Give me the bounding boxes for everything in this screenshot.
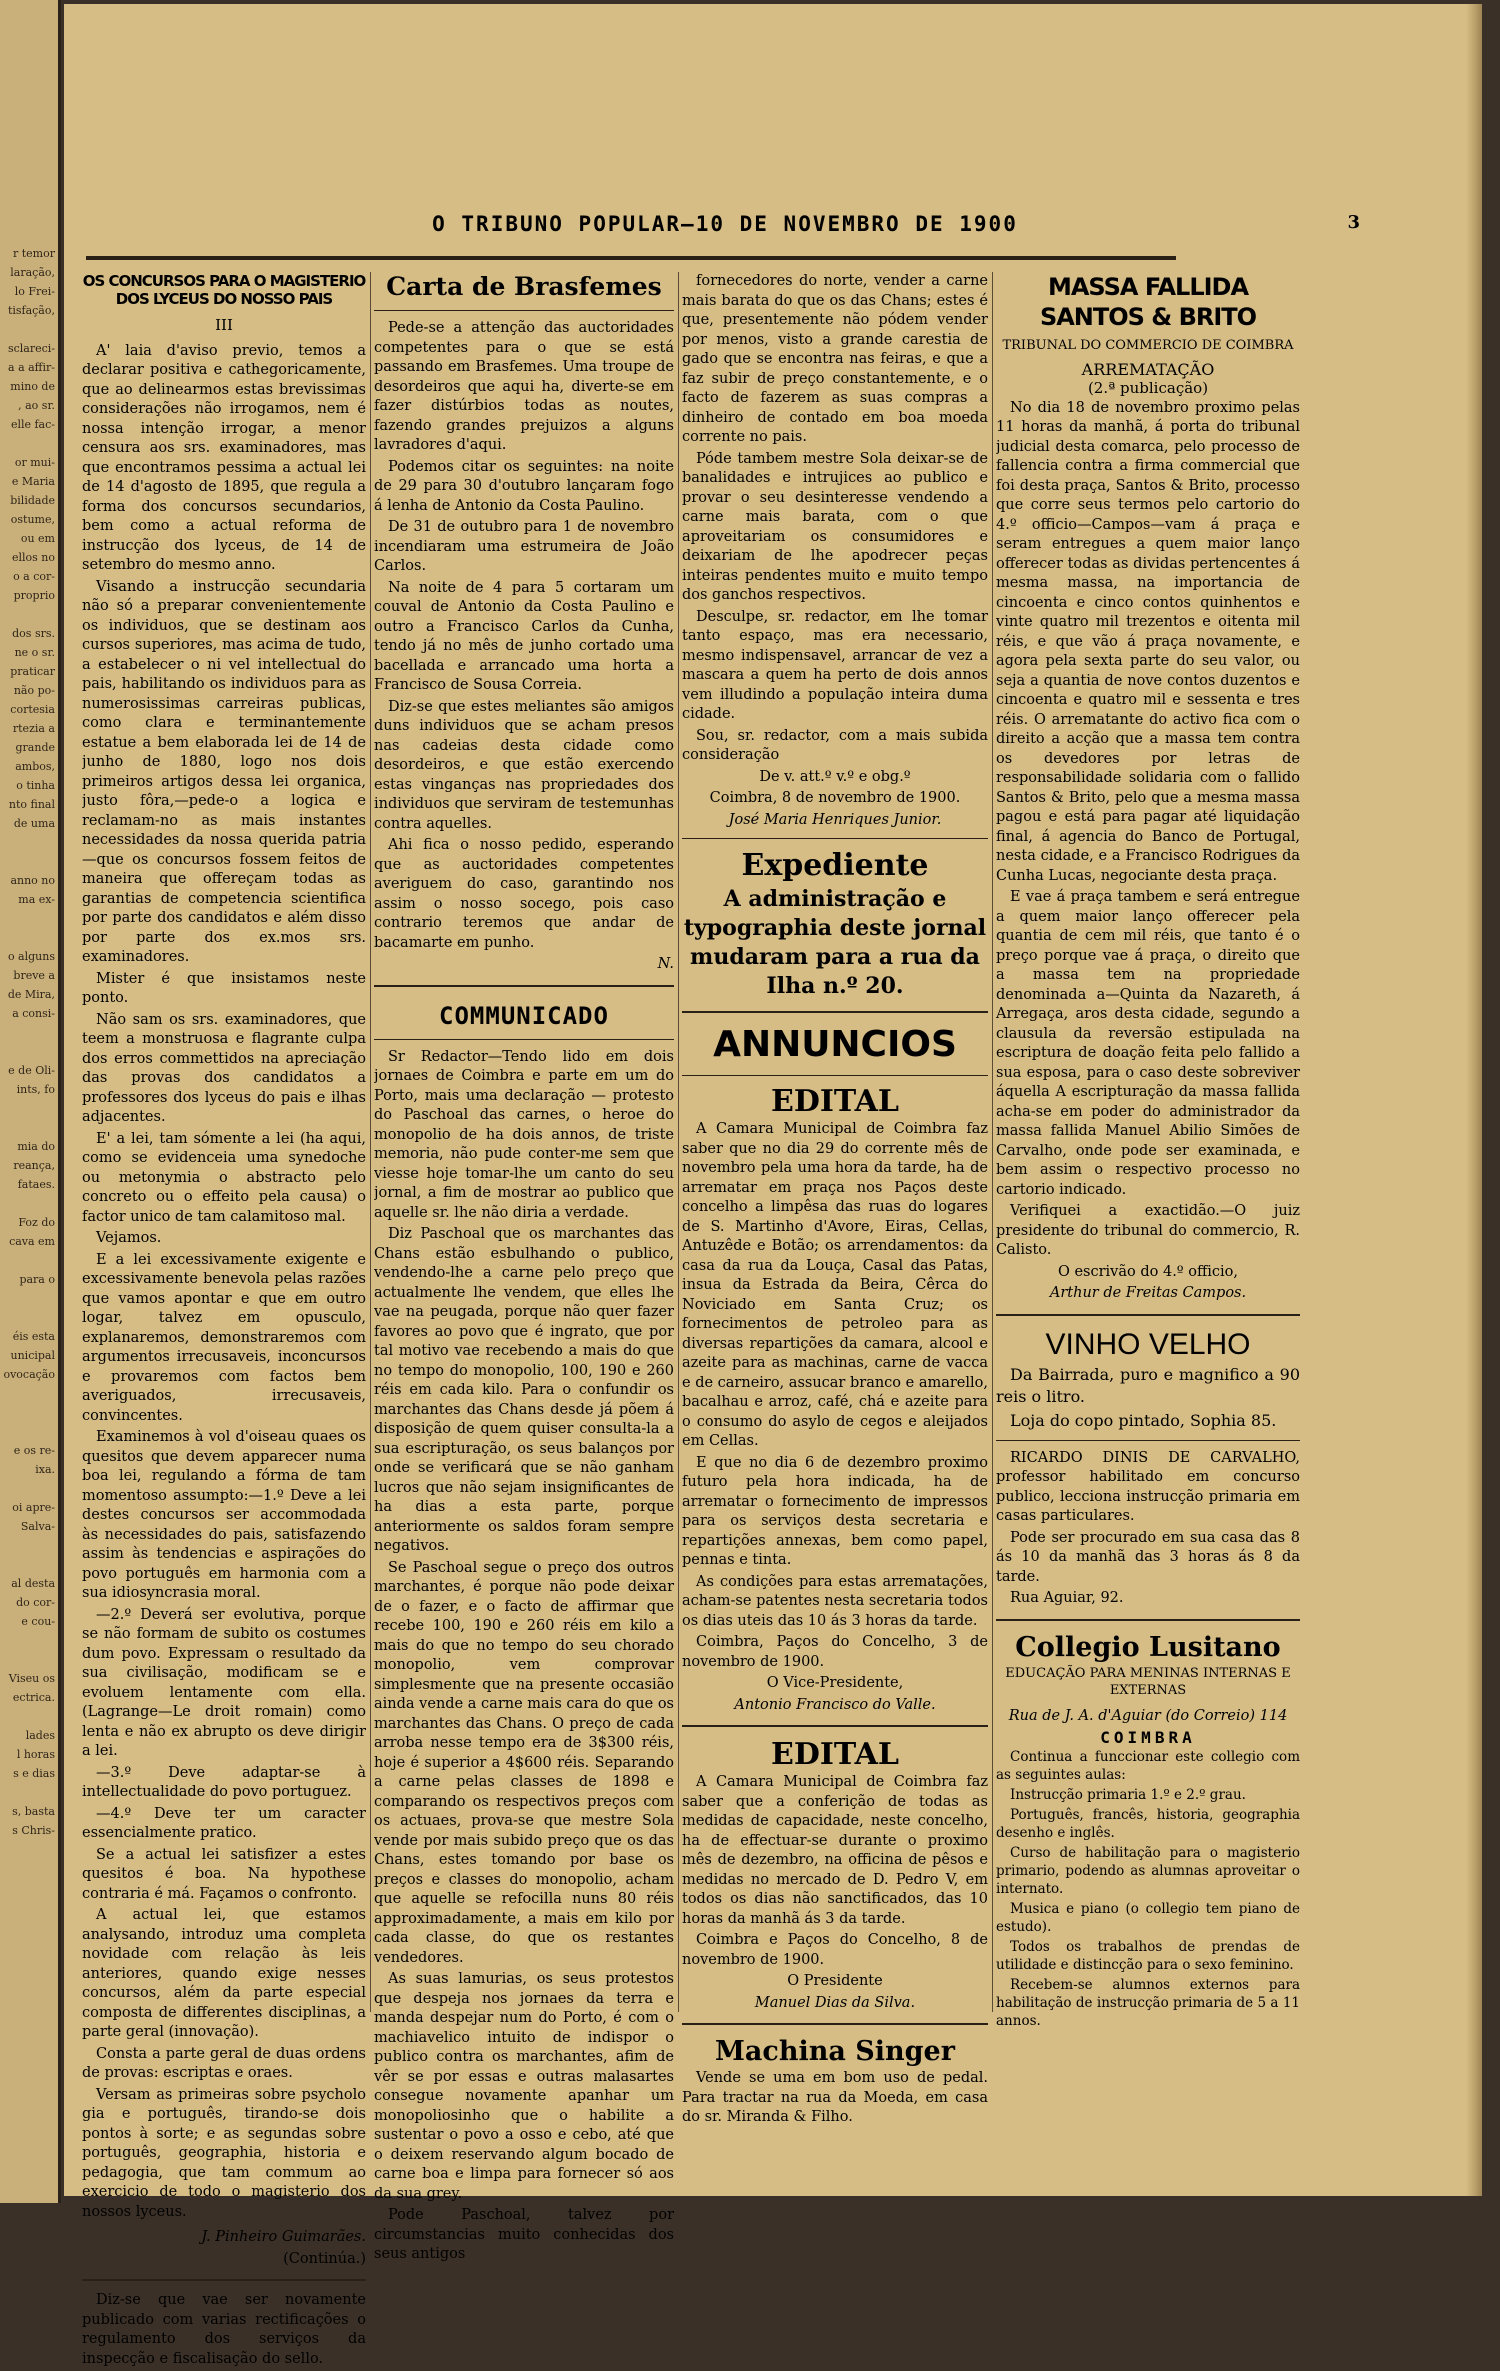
paragraph: Desculpe, sr. redactor, em lhe tomar tanto espaço, mas era necessario, mesmo indispensavel, arrancar de vez a mascara a quem ha perto de dois annos vem illudindo a população inteira duma cidade. xyxy=(682,608,988,722)
sello-note: Diz-se que vae ser novamente publicado com varias rectificações o regulamento dos serviços da inspecção e fiscalisação do sello. xyxy=(82,2292,366,2367)
section-rule xyxy=(374,985,674,987)
publicacao-label: (2.ª publicação) xyxy=(1087,379,1209,397)
page-edge-shadow xyxy=(1466,4,1482,2196)
stub-line: reança, xyxy=(13,1159,55,1172)
paragraph: Todos os trabalhos de prendas de utilidade e distincção para o sexo feminino. xyxy=(996,1938,1300,1973)
stub-line xyxy=(0,1403,58,1422)
paragraph: Pode ser procurado em sua casa das 8 ás 10 da manhã das 3 horas ás 8 da tarde. xyxy=(996,1529,1300,1585)
stub-line: e os re- xyxy=(13,1444,55,1457)
section-rule xyxy=(996,1619,1300,1621)
column-divider xyxy=(370,272,371,2012)
massa-fallida-heading: MASSA FALLIDA SANTOS & BRITO xyxy=(1039,273,1257,331)
singer-heading: Machina Singer xyxy=(715,2036,955,2067)
stub-line xyxy=(0,1555,58,1574)
stub-line xyxy=(0,1023,58,1042)
stub-line: r temor xyxy=(13,247,55,260)
collegio-subheading: EDUCAÇÃO PARA MENINAS INTERNAS E EXTERNAS xyxy=(1005,1665,1291,1698)
escrivao-role: O escrivão do 4.º officio, xyxy=(1057,1263,1239,1280)
paragraph: Póde tambem mestre Sola deixar-se de banalidades e intrujices ao publico e provar o seu desinteresse vendendo a carne mais barata, com o que aproveitariam os consumidores e deixariam de lhe apodrecer peças inteiras pendentes muito e muito tempo dos ganchos respectivos. xyxy=(682,450,988,603)
paragraph: A Camara Municipal de Coimbra faz saber que a conferição de todas as medidas de capacidade, neste concelho, ha de effectuar-se durante o proximo mês de dezembro, na officina de pêsos e medidas no mercado de D. Pedro V, em todos os dias não sanctificados, das 10 horas da manhã ás 3 da tarde. xyxy=(682,1774,988,1927)
heading-rule xyxy=(374,1039,674,1040)
stub-line: ma ex- xyxy=(18,893,55,906)
paragraph: Mister é que insistamos neste ponto. xyxy=(82,970,366,1006)
section-rule xyxy=(682,1075,988,1076)
paragraph: Na noite de 4 para 5 cortaram um couval de Antonio da Costa Paulino e outro a Francisco Carlos da Cunha, tendo já no mês de junho cortado uma bacellada e arrancado uma horta a Francisco de Sousa Correia. xyxy=(374,579,674,693)
paragraph: Pede-se a attenção das auctoridades competentes para o que se está passando em Brasfemes. Uma troupe de desordeiros que aqui ha, diverte-se em fazer distúrbios todas as noutes, fazendo grandes prejuizos a alguns lavradores d'aqui. xyxy=(374,320,674,453)
paragraph: Verifiquei a exactidão.—O juiz presidente do tribunal do commercio, R. Calisto. xyxy=(996,1203,1300,1258)
section-rule xyxy=(996,1314,1300,1316)
stub-line xyxy=(0,833,58,852)
communicado-signature: José Maria Henriques Junior. xyxy=(728,811,942,828)
stub-line: de uma xyxy=(13,817,55,830)
stub-line: al desta xyxy=(11,1577,55,1590)
stub-line xyxy=(0,1650,58,1669)
paragraph: —3.º Deve adaptar-se à intellectualidade do povo portuguez. xyxy=(82,1764,366,1800)
paragraph: Português, francês, historia, geographia desenho e inglês. xyxy=(996,1806,1300,1841)
page-number: 3 xyxy=(1347,212,1360,233)
brasfemes-signature: N. xyxy=(657,956,674,972)
section-rule xyxy=(682,2023,988,2025)
stub-line xyxy=(0,1042,58,1061)
paragraph: Se a actual lei satisfizer a estes quesitos é boa. Na hypothese contraria é má. Façamos o confronto. xyxy=(82,1846,366,1902)
paragraph: Coimbra, Paços do Concelho, 3 de novembro de 1900. xyxy=(682,1634,988,1670)
paragraph: As condições para estas arrematações, acham-se patentes nesta secretaria todos os dias uteis das 10 ás 3 horas da tarde. xyxy=(682,1573,988,1629)
vinho-velho-heading: VINHO VELHO xyxy=(1045,1327,1251,1361)
page-header xyxy=(210,212,1360,238)
stub-line: ostume, xyxy=(10,513,55,526)
paragraph: Sr Redactor—Tendo lido em dois jornaes de Coimbra e parte em um do Porto, mais uma declaração — protesto do Paschoal das carnes, o heroe do monopolio de ha dois annos, de triste memoria, não pude conter-me sem que viesse hoje tomar-lhe um canto do seu jornal, a fim de mostrar ao publico que aquelle sr. lhe não diria a verdade. xyxy=(374,1048,674,1221)
paragraph: Examinemos à vol d'oiseau quaes os quesitos que devem apparecer numa boa lei, regulando a fórma de tam momentoso assumpto:—1.º Deve a lei destes concursos ser accommodada às necessidades do pais, satisfazendo assim às tendencias e aspirações do povo português em harmonia com a sua idiosyncrasia moral. xyxy=(82,1429,366,1601)
stub-line: ectrica. xyxy=(12,1691,55,1704)
stub-line: elle fac- xyxy=(10,418,55,431)
edital-2-signature: Manuel Dias da Silva. xyxy=(754,1994,916,2011)
stub-line xyxy=(0,1251,58,1270)
collegio-city: COIMBRA xyxy=(1100,1728,1196,1747)
stub-line: a consi- xyxy=(12,1007,55,1020)
stub-line: Viseu os xyxy=(8,1672,55,1685)
section-rule xyxy=(996,1440,1300,1441)
stub-line: ixa. xyxy=(35,1463,55,1476)
paragraph: Ahi fica o nosso pedido, esperando que as auctoridades competentes averiguem do caso, garantindo nos assim o nosso socego, pois caso contrario teremos que andar de bacamarte em punho. xyxy=(374,837,674,951)
stub-line: a a affir- xyxy=(8,361,55,374)
paragraph: Consta a parte geral de duas ordens de provas: escriptas e oraes. xyxy=(82,2045,366,2081)
stub-line: mino de xyxy=(10,380,55,393)
paragraph: Coimbra e Paços do Concelho, 8 de novembro de 1900. xyxy=(682,1932,988,1968)
stub-line: de Mira, xyxy=(7,988,55,1001)
stub-line: rtezia a xyxy=(12,722,55,735)
stub-line: mia do xyxy=(17,1140,55,1153)
stub-line: e de Oli- xyxy=(8,1064,55,1077)
stub-line: breve a xyxy=(13,969,55,982)
paragraph: Sou, sr. redactor, com a mais subida consideração xyxy=(682,727,988,763)
paragraph: Se Paschoal segue o preço dos outros marchantes, é porque não pode deixar de o fazer, e o facto de affirmar que recebe 100, 190 e 260 réis em kilo a mais do que no tempo do seu chorado monopolio, vem comprovar simplesmente que na presente occasião ainda vende a carne mais cara do que os marchantes das Chans. O preço de cada arroba nesse tempo era de 3$300 réis, hoje é superior a 4$600 réis. Separando a carne pelas classes de 1898 e comparando os respectivos preços com os actuaes, prova-se que mestre Sola vende por mais subido preço que os das Chans, estes tomando por base os preços e classes do monopolio, acham que aquelle se refocilla nuns 80 réis approximadamente, a mais em kilo por cada classe, do que os restantes vendedores. xyxy=(374,1559,674,1966)
paragraph: A' laia d'aviso previo, temos a declarar positiva e cathegoricamente, que ao delinearmos estas brevissimas considerações não irrogamos, nem é nossa intenção irrogar, a menor censura aos srs. examinadores, mas que encontramos pessima a actual lei de 14 d'agosto de 1895, que regula a forma dos concursos secundarios, bem como a actual reforma de instrucção dos lyceus, de 14 de setembro do mesmo anno. xyxy=(82,342,366,573)
paragraph: Pode Paschoal, talvez por circumstancias muito conhecidas dos seus antigos xyxy=(374,2207,674,2262)
stub-line: o tinha xyxy=(16,779,55,792)
stub-line xyxy=(0,1118,58,1137)
stub-line xyxy=(0,1479,58,1498)
stub-line: s, basta xyxy=(12,1805,55,1818)
stub-line: ovocação xyxy=(3,1368,55,1381)
stub-line: or mui- xyxy=(14,456,55,469)
ricardo-address: Rua Aguiar, 92. xyxy=(1010,1590,1124,1606)
stub-line xyxy=(0,1536,58,1555)
stub-line xyxy=(0,1783,58,1802)
stub-line: proprio xyxy=(13,589,55,602)
continua-note: (Continúa.) xyxy=(283,2250,366,2267)
stub-line: não po- xyxy=(13,684,55,697)
paragraph: Continua a funccionar este collegio com as seguintes aulas: xyxy=(996,1748,1300,1783)
paragraph: —2.º Deverá ser evolutiva, porque se não formam de subito os costumes dum povo. Expressam o resultado da sua civilisação, modificam se e evoluem lentamente com ella. (Lagrange—Le droit romain) como lenta e não ex abrupto os deve dirigir a lei. xyxy=(82,1606,366,1759)
edital-1-role: O Vice-Presidente, xyxy=(766,1675,904,1691)
paragraph: Podemos citar os seguintes: na noite de 29 para 30 d'outubro lançaram fogo á lenha de Antonio da Costa Paulino. xyxy=(374,458,674,514)
stub-line: do cor- xyxy=(16,1596,55,1609)
paragraph: —4.º Deve ter um caracter essencialmente pratico. xyxy=(82,1805,366,1841)
closing-formula: De v. att.º v.º e obg.º xyxy=(759,768,911,785)
stub-line: nto final xyxy=(8,798,55,811)
edital-1-signature: Antonio Francisco do Valle. xyxy=(734,1696,936,1713)
column-1 xyxy=(82,272,366,2371)
paragraph: E que no dia 6 de dezembro proximo futuro pela hora indicada, ha de arrematar o fornecimento de impressos para os serviços desta secretaria e repartições annexas, bem como papel, pennas e tinta. xyxy=(682,1454,988,1568)
paragraph: Diz Paschoal que os marchantes das Chans estão esbulhando o publico, vendendo-lhe a carne pelo preço que actualmente lhe vendem, que elles lhe vae na peugada, porque não quer fazer favores ao povo que é ingrato, que por tal motivo vae recebendo a mais do que no tempo do monopolio, 100, 190 e 260 réis em cada kilo. Para o confundir os marchantes das Chans desde já põem á disposição de quem quiser consulta-la a sua escripturação, os seus balanços por onde se verificará que se não ganham lucros que não sejam insignificantes de ha dias a esta parte, porque anteriormente os saldos foram sempre negativos. xyxy=(374,1226,674,1554)
stub-line: l horas xyxy=(16,1748,55,1761)
paragraph: A Camara Municipal de Coimbra faz saber que no dia 29 do corrente mês de novembro pela uma hora da tarde, ha de arrematar em praça nos Paços deste concelho a limpêsa das ruas do logares de S. Martinho d'Avore, Eiras, Cellas, Antuzêde e Botão; os arrendamentos: da casa da rua da Louça, Casal das Patas, insua da Estrada da Beira, Cêrca do Noviciado em Santa Cruz; os fornecimentos de petroleo para as diversas repartições da camara, alcool e azeite para as machinas, carne de vacca e de carneiro, assucar branco e amarello, bacalhau e arroz, café, chá e azeite para o consumo do asylo de cegos e aleijados em Cellas. xyxy=(682,1121,988,1449)
stub-line: e Maria xyxy=(11,475,55,488)
stub-line: e cou- xyxy=(21,1615,55,1628)
vinho-loja: Loja do copo pintado, Sophia 85. xyxy=(1010,1410,1277,1430)
article-body-concursos xyxy=(82,342,366,2223)
paragraph: No dia 18 de novembro proximo pelas 11 horas da manhã, á porta do tribunal judicial desta comarca, pelo processo de fallencia contra a firma commercial que foi desta praça, Santos & Brito, processo que corre seus termos pelo cartorio do 4.º officio—Campos—vam á praça e seram entregues a quem maior lanço offerecer todas as dividas pertencentes á mesma massa, na importancia de cincoenta e cinco contos quinhentos e vinte quatro mil trezentos e oitenta mil réis, e que vão á praça novamente, e agora pela sexta parte do seu valor, ou seja a quantia de nove contos duzentos e cincoenta e quatro mil e sessenta e tres réis. O arrematante do activo fica com o direito a acção que a massa tem contra os devedores por letras de responsabilidade solidaria com o fallido Santos & Brito, pelo que a mesma massa pagou e está para pagar até liquidação final, á agencia do Banco de Portugal, nesta cidade, e a Francisco Rodrigues da Cunha Lucas, negociante desta praça. xyxy=(996,399,1300,884)
paragraph: Diz-se que estes meliantes são amigos duns individuos que se acham presos nas cadeias desta cidade como desordeiros, e que estão exercendo estas vinganças nas propriedades dos individuos que serviram de testemunhas contra aquelles. xyxy=(374,698,674,832)
stub-line: Foz do xyxy=(18,1216,55,1229)
stub-line: bilidade xyxy=(10,494,55,507)
paragraph: Recebem-se alumnos externos para habilitação de instrucção primaria de 5 a 11 annos. xyxy=(996,1976,1300,2029)
edital-1-body xyxy=(682,1120,988,1672)
article-numeral: III xyxy=(215,316,233,334)
stub-line: éis esta xyxy=(12,1330,55,1343)
article-signature: J. Pinheiro Guimarães. xyxy=(201,2229,366,2245)
heading-rule xyxy=(374,310,674,311)
stub-line xyxy=(0,1384,58,1403)
expediente-heading: Expediente xyxy=(741,848,929,883)
section-rule xyxy=(682,1725,988,1727)
massa-fallida-body xyxy=(996,399,1300,1261)
column-2 xyxy=(374,272,674,2267)
stub-line: lades xyxy=(25,1729,55,1742)
paragraph: Visando a instrucção secundaria não só a preparar convenientemente os individuos, que se destinam aos cursos superiores, mas acima de tudo, a estabelecer o ni vel intellectual do pais, habilitando os individuos para as numerosissimas carreiras publicas, como clara e terminantemente estatue a bem elaborada lei de 14 de junho de 1880, logo nos dois primeiros artigos dessa lei organica, justo fôra,—pede-o a logica e reclamam-no as mais instantes necessidades da nossa querida patria—que os concursos fossem feitos de maneira que offereçam todas as garantias de competencia scientifica por parte dos candidatos e além disso por parte dos ex.mos srs. examinadores. xyxy=(82,578,366,965)
stub-line xyxy=(0,1422,58,1441)
stub-line: ellos no xyxy=(11,551,55,564)
newspaper-title: O TRIBUNO POPULAR—10 DE NOVEMBRO DE 1900 xyxy=(432,212,1018,236)
communicado-body xyxy=(374,1048,674,2265)
paragraph: RICARDO DINIS DE CARVALHO, professor habilitado em concurso publico, lecciona instrucção primaria em casas particulares. xyxy=(996,1449,1300,1524)
paragraph: De 31 de outubro para 1 de novembro incendiaram uma estrumeira de João Carlos. xyxy=(374,519,674,574)
paragraph: E' a lei, tam sómente a lei (ha aqui, como se evidenceia uma synedoche ou metonymia o abstracto pelo concreto ou o effeito pela causa) o factor unico de tam calamitoso mal. xyxy=(82,1130,366,1225)
stub-line: s Chris- xyxy=(12,1824,55,1837)
stub-line: ambos, xyxy=(15,760,55,773)
stub-line: grande xyxy=(15,741,55,754)
stub-line xyxy=(0,605,58,624)
article-heading-concursos: OS CONCURSOS PARA O MAGISTERIO DOS LYCEUS DO NOSSO PAIS xyxy=(82,272,366,308)
edital-2-body xyxy=(682,1773,988,1970)
header-rule xyxy=(86,256,1176,260)
stub-line: tisfação, xyxy=(7,304,55,317)
vinho-text: Da Bairrada, puro e magnifico a 90 reis o litro. xyxy=(996,1364,1300,1406)
column-4 xyxy=(996,272,1300,2032)
stub-line xyxy=(0,852,58,871)
tribunal-label: TRIBUNAL DO COMMERCIO DE COIMBRA xyxy=(1002,338,1294,353)
stub-line: , ao sr. xyxy=(18,399,55,412)
escrivao-signature: Arthur de Freitas Campos. xyxy=(1049,1285,1247,1301)
column-3 xyxy=(682,272,988,2130)
edital-1-heading: EDITAL xyxy=(771,1084,899,1119)
stub-line: ints, fo xyxy=(16,1083,55,1096)
ricardo-ad-body xyxy=(996,1449,1300,1588)
collegio-body xyxy=(996,1748,1300,2030)
column-divider xyxy=(992,272,993,2012)
stub-line: praticar xyxy=(10,665,55,678)
stub-line: cortesia xyxy=(10,703,55,716)
communicado-continuation xyxy=(682,272,988,766)
stub-line xyxy=(0,1099,58,1118)
paragraph: Musica e piano (o collegio tem piano de estudo). xyxy=(996,1900,1300,1935)
stub-line xyxy=(0,320,58,339)
stub-line: lo Frei- xyxy=(14,285,55,298)
stub-line: para o xyxy=(19,1273,55,1286)
stub-line: cava em xyxy=(9,1235,55,1248)
place-date: Coimbra, 8 de novembro de 1900. xyxy=(709,790,961,806)
stub-line xyxy=(0,928,58,947)
stub-line: laração, xyxy=(10,266,55,279)
stub-line: ne o sr. xyxy=(14,646,55,659)
stub-line: Salva- xyxy=(20,1520,55,1533)
article-body-brasfemes xyxy=(374,319,674,953)
stub-line: fataes. xyxy=(17,1178,55,1191)
paragraph: As suas lamurias, os seus protestos que despeja nos jornaes da terra e manda despejar num do Porto, é com o machiavelico intuito de indispor o publico contra os marchantes, afim de vêr se por essas e outras malasartes consegue novamente apanhar um monopoliosinho que o habilite a sustentar o povo a osso e cebo, até que o deixem reservando algum bocado de carne boa e limpa para fornecer só aos da sua grey. xyxy=(374,1971,674,2202)
section-rule xyxy=(682,838,988,839)
section-rule xyxy=(682,1011,988,1013)
paragraph: E vae á praça tambem e será entregue a quem maior lanço offerecer pela quantia de cem mil réis, que tanto é o preço porque vae á praça, o direito que a massa tem na propriedade denominada a—Quinta da Nazareth, á Arregaça, aros desta cidade, segundo a clausula da reversão estipulada na escriptura de doação feita pelo fallido a sua esposa, para o caso deste sobreviver áquella A escripturação da massa fallida acha-se em poder do administrador da massa fallida Manuel Abilio Simões de Carvalho, onde pode ser examinada, e bem assim o respectivo processo no cartorio indicado. xyxy=(996,889,1300,1198)
adjacent-page-edge xyxy=(0,0,61,2203)
section-rule xyxy=(82,2279,366,2281)
singer-text: Vende se uma em bom uso de pedal. Para tractar na rua da Moeda, em casa do sr. Miranda & Filho. xyxy=(682,2070,988,2125)
stub-line xyxy=(0,909,58,928)
collegio-address: Rua de J. A. d'Aguiar (do Correio) 114 xyxy=(1008,1707,1288,1724)
stub-line: sclareci- xyxy=(7,342,55,355)
stub-line xyxy=(0,1194,58,1213)
collegio-heading: Collegio Lusitano xyxy=(1015,1631,1281,1663)
stub-line: dos srs. xyxy=(12,627,55,640)
stub-line xyxy=(0,1308,58,1327)
stub-line: ou em xyxy=(20,532,55,545)
stub-line: s e dias xyxy=(13,1767,55,1780)
communicado-heading: COMMUNICADO xyxy=(439,1001,609,1030)
paragraph: fornecedores do norte, vender a carne mais barata do que os das Chans; estes é que, presentemente não pódem vender por menos, visto a grande carestia de gado que se encontra nas feiras, e que a faz subir de preço constantemente, e o facto de fazerem as suas compras a dinheiro de contado em boa moeda corrente no pais. xyxy=(682,273,988,445)
paragraph: Versam as primeiras sobre psycholo gia e português, tirando-se dois pontos à sorte; e as segundas sobre português, geographia, historia e pedagogia, que tam commum ao exercicio de todo o magisterio dos nossos lyceus. xyxy=(82,2086,366,2220)
paragraph: Não sam os srs. examinadores, que teem a monstruosa e flagrante culpa dos erros commettidos na apreciação das provas dos candidatos a professores dos lyceus do pais e ilhas adjacentes. xyxy=(82,1011,366,1125)
stub-line xyxy=(0,1289,58,1308)
arrematacao-label: ARREMATAÇÃO xyxy=(1081,359,1215,379)
paragraph: Curso de habilitação para o magisterio primario, podendo as alumnas aproveitar o internato. xyxy=(996,1844,1300,1897)
annuncios-heading: ANNUNCIOS xyxy=(713,1024,957,1065)
stub-line: o alguns xyxy=(7,950,55,963)
stub-line xyxy=(0,434,58,453)
paragraph: Vejamos. xyxy=(96,1230,162,1246)
column-divider xyxy=(678,272,679,2012)
paragraph: A actual lei, que estamos analysando, introduz uma completa novidade com relação às leis anteriores, quando exige nesses concursos, além da parte especial composta de differentes disciplinas, a parte geral (innovação). xyxy=(82,1907,366,2040)
paragraph: Instrucção primaria 1.º e 2.º grau. xyxy=(1010,1786,1246,1803)
paragraph: E a lei excessivamente exigente e excessivamente benevola pelas razões que vamos apontar e que em outro logar, talvez em opusculo, explanaremos, demonstraremos com argumentos irrecusaveis, inconcursos e provaremos com factos bem averiguados, irrecusaveis, convincentes. xyxy=(82,1251,366,1424)
edital-2-role: O Presidente xyxy=(787,1973,883,1989)
stub-line: anno no xyxy=(10,874,55,887)
stub-line: unicipal xyxy=(10,1349,55,1362)
article-heading-brasfemes: Carta de Brasfemes xyxy=(386,272,662,301)
stub-line xyxy=(0,1631,58,1650)
edital-2-heading: EDITAL xyxy=(771,1737,899,1772)
expediente-text: A administração e typographia deste jornal mudaram para a rua da Ilha n.º 20. xyxy=(683,886,987,999)
stub-line: oi apre- xyxy=(12,1501,55,1514)
stub-line: o a cor- xyxy=(13,570,55,583)
stub-line xyxy=(0,1707,58,1726)
